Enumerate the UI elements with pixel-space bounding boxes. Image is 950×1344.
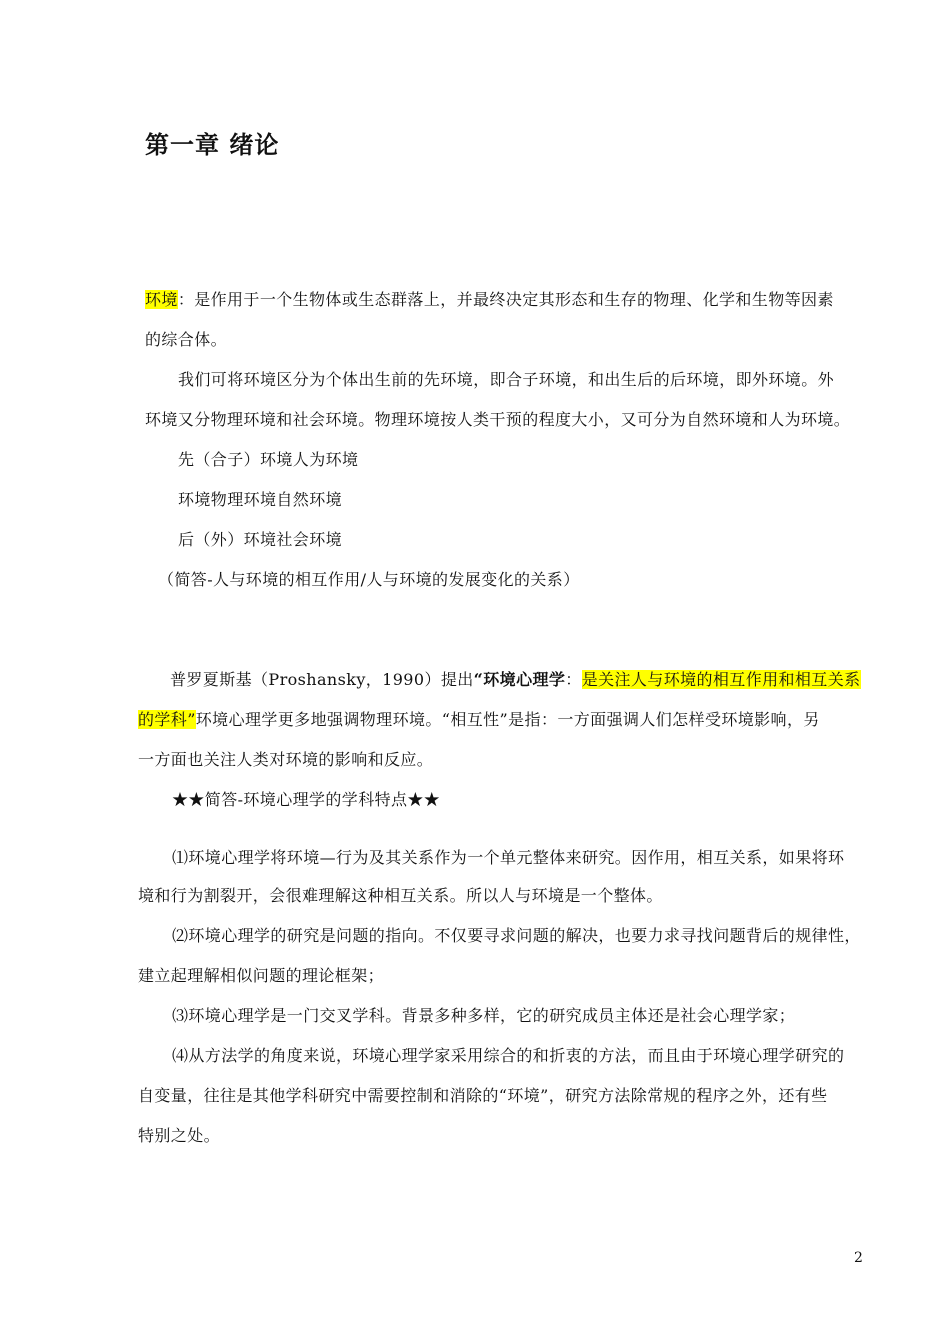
short-answer-note: （简答-人与环境的相互作用/人与环境的发展变化的关系） — [158, 570, 580, 589]
feature-2-line1: ⑵环境心理学的研究是问题的指向。不仅要寻求问题的解决，也要力求寻找问题背后的规律性， — [172, 926, 861, 945]
feature-1-line2: 境和行为割裂开，会很难理解这种相互关系。所以人与环境是一个整体。 — [138, 886, 663, 905]
feature-2-line2: 建立起理解相似问题的理论框架； — [138, 966, 385, 985]
feature-1-line1: ⑴环境心理学将环境—行为及其关系作为一个单元整体来研究。因作用，相互关系，如果将环 — [172, 848, 845, 867]
diagram-row-3: 后（外）环境社会环境 — [178, 530, 343, 549]
env-term-highlight: 环境 — [145, 290, 178, 309]
env-definition-line2: 的综合体。 — [145, 330, 228, 349]
page-number: 2 — [854, 1250, 864, 1266]
env-types-line1: 我们可将环境区分为个体出生前的先环境，即合子环境，和出生后的后环境，即外环境。外 — [178, 370, 835, 389]
diagram-row-1: 先（合子）环境人为环境 — [178, 450, 359, 469]
features-heading: ★★简答-环境心理学的学科特点★★ — [172, 790, 441, 809]
colon: ： — [565, 670, 582, 689]
chapter-title: 第一章 绪论 — [145, 131, 280, 159]
feature-4-line1: ⑷从方法学的角度来说，环境心理学家采用综合的和折衷的方法，而且由于环境心理学研究的 — [172, 1046, 845, 1065]
feature-3-line1: ⑶环境心理学是一门交叉学科。背景多种多样，它的研究成员主体还是社会心理学家； — [172, 1006, 796, 1025]
env-psych-term: “环境心理学 — [473, 670, 566, 689]
definition-highlight-2: 的学科” — [138, 710, 196, 729]
diagram-row-2: 环境物理环境自然环境 — [178, 490, 343, 509]
env-definition-line1 — [145, 290, 834, 310]
env-types-line2: 环境又分物理环境和社会环境。物理环境按人类干预的程度大小，又可分为自然环境和人为环境。 — [145, 410, 851, 429]
env-definition-text: ：是作用于一个生物体或生态群落上，并最终决定其形态和生存的物理、化学和生物等因素 — [177, 290, 834, 309]
proshansky-intro: 普罗夏斯基（Proshansky，1990）提出 — [170, 670, 474, 689]
definition-highlight-1: 是关注人与环境的相互作用和相互关系 — [581, 670, 861, 689]
proshansky-line3: 一方面也关注人类对环境的影响和反应。 — [138, 750, 434, 769]
proshansky-line2-text: 环境心理学更多地强调物理环境。“相互性”是指：一方面强调人们怎样受环境影响，另 — [195, 710, 820, 729]
feature-4-line2: 自变量，往往是其他学科研究中需要控制和消除的“环境”，研究方法除常规的程序之外，还有些 — [138, 1086, 828, 1105]
proshansky-line1 — [170, 670, 861, 690]
proshansky-line2 — [138, 710, 820, 730]
feature-4-line3: 特别之处。 — [138, 1126, 221, 1145]
